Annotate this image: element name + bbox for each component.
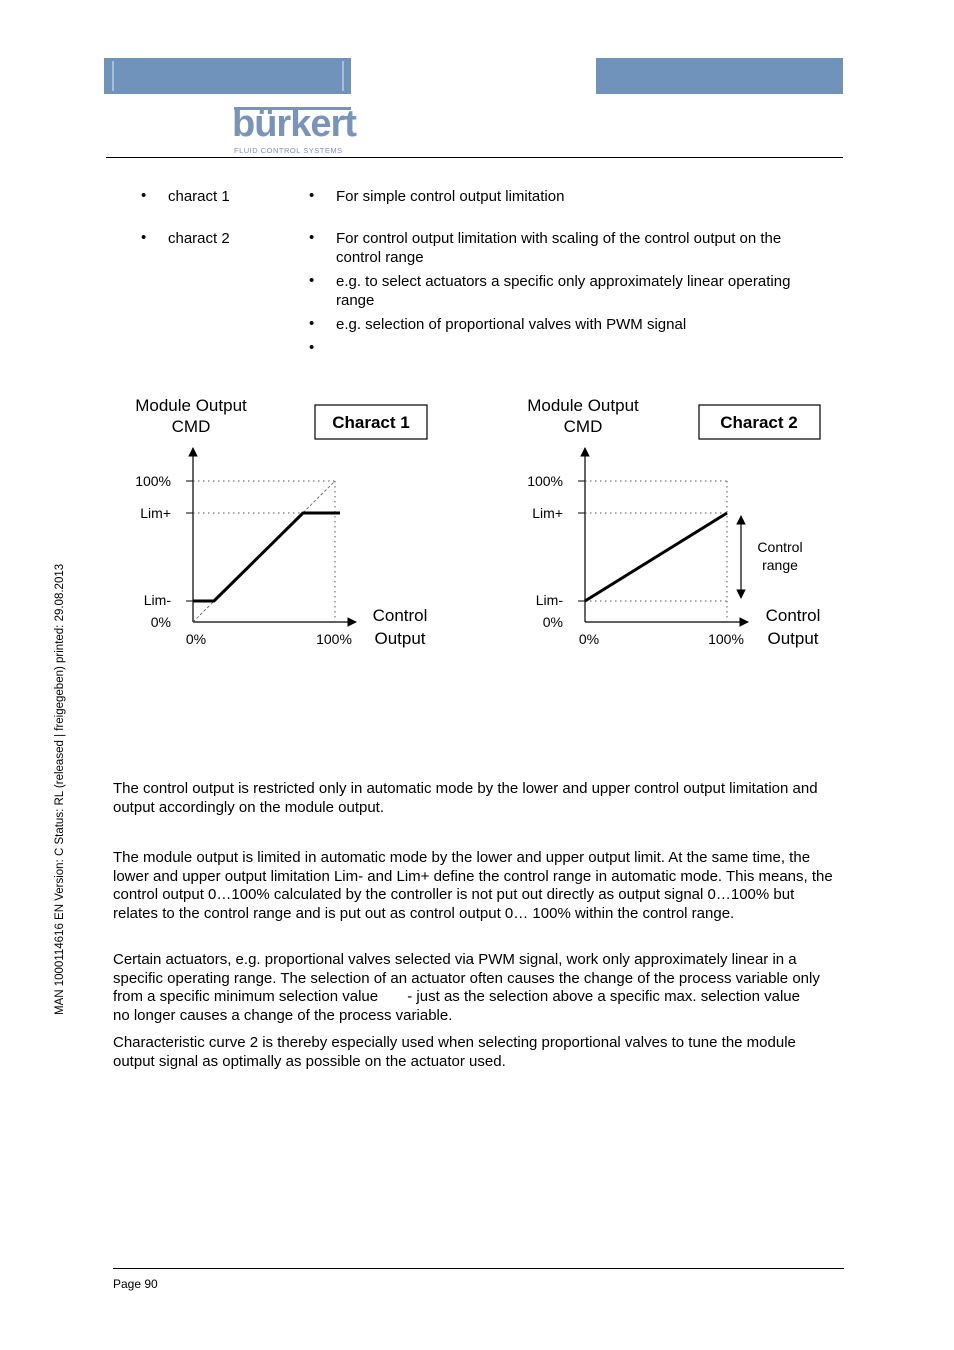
x-tick-label: 0% — [185, 631, 207, 647]
bullet: • — [309, 339, 315, 356]
chart-title: Charact 2 — [720, 413, 798, 432]
x-tick-label: 100% — [316, 631, 352, 647]
series-line — [585, 513, 727, 601]
document-status-note: MAN 1000114616 EN Version: C Status: RL (released | freigegeben) printed: 29.08.2013 — [54, 563, 66, 1015]
paragraph: Certain actuators, e.g. proportional valves selected via PWM signal, work only approximately linear in a specific operating range. The selection of an actuator often causes the change of the process variable only from a specific minimum selection value - just as the selection above a specific max. selection value no longer causes a change of the process variable. — [113, 951, 842, 1024]
brand-tagline: FLUID CONTROL SYSTEMS — [234, 146, 343, 155]
y-axis-title: Module Output — [135, 396, 247, 415]
x-tick-label: 0% — [578, 631, 600, 647]
bullet: • — [309, 315, 315, 332]
y-axis-title: CMD — [171, 417, 211, 436]
paragraph: The control output is restricted only in automatic mode by the lower and upper control output limitation and output accordingly on the module output. — [113, 780, 818, 816]
page-number: Page 90 — [113, 1277, 158, 1291]
x-axis-title: Control — [372, 606, 428, 625]
chart-charact-2 — [527, 396, 820, 648]
paragraph: Characteristic curve 2 is thereby especially used when selecting proportional valves to tune the module output signal as optimally as possible on the actuator used. — [113, 1034, 796, 1070]
y-tick-label: Lim- — [535, 592, 563, 608]
y-tick-label: 100% — [135, 473, 171, 489]
x-axis-title: Output — [374, 629, 426, 648]
control-range-label: Control — [757, 539, 803, 555]
y-tick-label: 0% — [542, 614, 563, 630]
characteristic-charts — [0, 385, 954, 665]
option-description: For simple control output limitation — [336, 188, 565, 205]
header-bar-tick — [112, 61, 114, 91]
chart-title: Charact 1 — [332, 413, 410, 432]
option-description: e.g. to select actuators a specific only approximately linear operating range — [336, 273, 791, 309]
y-tick-label: Lim+ — [140, 505, 171, 521]
brand-logo: bürkert — [232, 103, 356, 145]
y-tick-label: Lim- — [143, 592, 171, 608]
option-description: For control output limitation with scaling of the control output on the control range — [336, 230, 782, 266]
header-bar-left — [104, 58, 351, 94]
y-axis-title: CMD — [563, 417, 603, 436]
footer-rule — [113, 1268, 844, 1269]
chart-charact-1 — [135, 396, 427, 648]
option-description: e.g. selection of proportional valves with PWM signal — [336, 316, 687, 333]
y-tick-label: Lim+ — [532, 505, 563, 521]
bullet: • — [309, 229, 315, 246]
y-tick-label: 100% — [527, 473, 563, 489]
bullet: • — [141, 229, 147, 246]
bullet: • — [309, 187, 315, 204]
x-axis-title: Output — [767, 629, 819, 648]
x-tick-label: 100% — [708, 631, 744, 647]
header-bar-right — [596, 58, 843, 94]
option-name: charact 2 — [168, 230, 230, 247]
control-range-label: range — [762, 557, 798, 573]
bullet: • — [141, 187, 147, 204]
y-tick-label: 0% — [150, 614, 171, 630]
paragraph: The module output is limited in automatic mode by the lower and upper output limit. At the same time, the lower and upper output limitation Lim- and Lim+ define the control range in automatic mode. This means, the control output 0…100% calculated by the controller is not put out directly as output signal 0…100% but relates to the control range and is put out as control output 0… 100% within the control range. — [113, 849, 833, 922]
bullet: • — [309, 272, 315, 289]
x-axis-title: Control — [765, 606, 821, 625]
header-bar-tick — [342, 61, 344, 91]
y-axis-title: Module Output — [527, 396, 639, 415]
option-name: charact 1 — [168, 188, 230, 205]
header-rule — [106, 157, 843, 158]
series-line — [193, 513, 340, 601]
